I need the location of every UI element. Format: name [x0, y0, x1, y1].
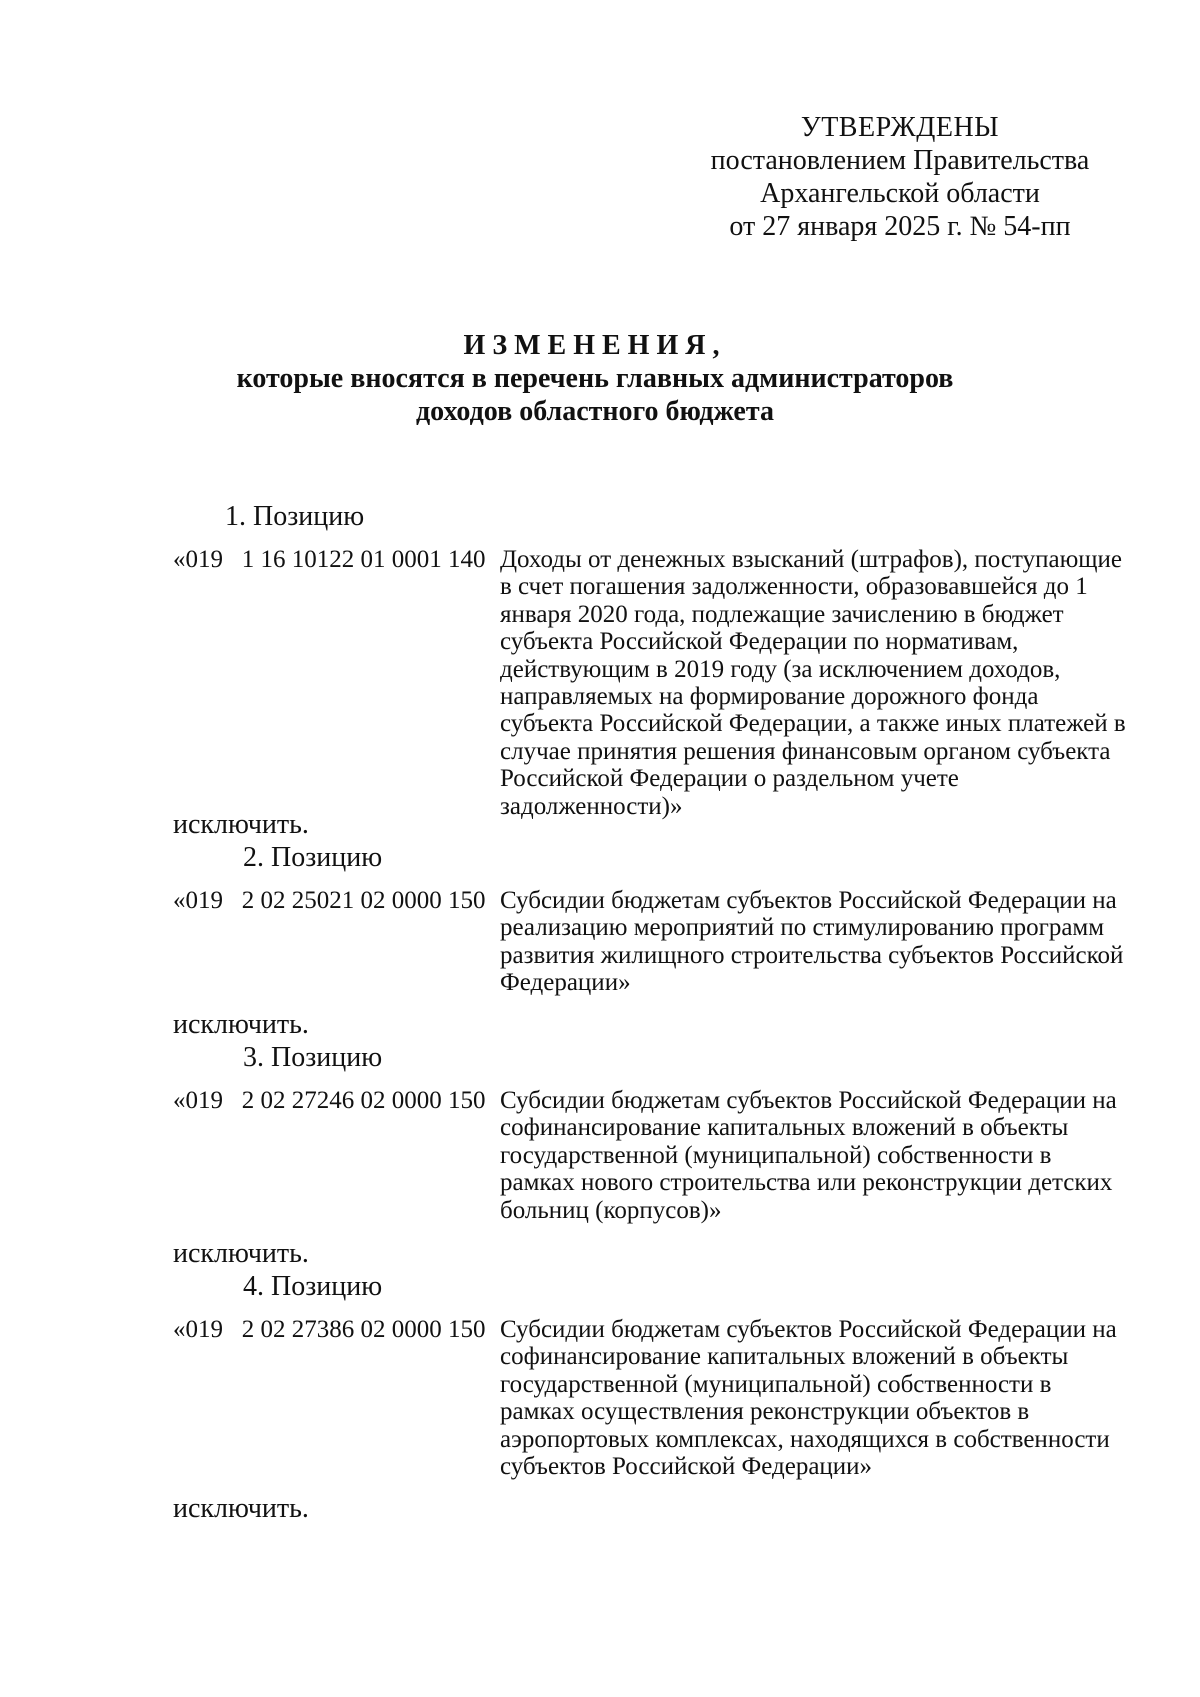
entry-3-label: 3. Позицию [243, 1042, 383, 1073]
title-line-3: доходов областного бюджета [416, 396, 774, 427]
entry-2-code: «019 2 02 25021 02 0000 150 [173, 887, 486, 914]
entry-2-action: исключить. [173, 1009, 309, 1040]
entry-1-description: Доходы от денежных взысканий (штрафов), поступающие в счет погашения задолженности, образовавшейся до 1 января 2020 года, подлежащие зачислению в бюджет субъекта Российской Федерации по нормативам, действующим в 2019 году (за исключением доходов, направляемых на формирование дорожного фонда субъекта Российской Федерации, а также иных платежей в случае принятия решения финансовым органом субъекта Российской Федерации о раздельном учете задолженности)» [500, 546, 1126, 820]
entry-3-description: Субсидии бюджетам субъектов Российской Федерации на софинансирование капитальных вложений в объекты государственной (муниципальной) собственности в рамках нового строительства или реконструкции детских больниц (корпусов)» [500, 1087, 1117, 1224]
approval-stamp [690, 111, 1110, 243]
entry-4-action: исключить. [173, 1493, 309, 1524]
entry-2-description: Субсидии бюджетам субъектов Российской Федерации на реализацию мероприятий по стимулированию программ развития жилищного строительства субъектов Российской Федерации» [500, 887, 1124, 997]
entry-1-action: исключить. [173, 809, 309, 840]
approval-line-1: УТВЕРЖДЕНЫ [800, 112, 1000, 143]
entry-1-code: «019 1 16 10122 01 0001 140 [173, 546, 486, 573]
document-title [160, 329, 1030, 428]
approval-line-4: от 27 января 2025 г. № 54-пп [729, 211, 1071, 242]
approval-line-2: постановлением Правительства [710, 145, 1090, 176]
entry-1-label: 1. Позицию [225, 501, 365, 532]
title-line-2: которые вносятся в перечень главных администраторов [236, 363, 954, 394]
entry-4-label: 4. Позицию [243, 1271, 383, 1302]
entry-2-label: 2. Позицию [243, 842, 383, 873]
entry-4-description: Субсидии бюджетам субъектов Российской Федерации на софинансирование капитальных вложений в объекты государственной (муниципальной) собственности в рамках осуществления реконструкции объектов в аэропортовых комплексах, находящихся в собственности субъектов Российской Федерации» [500, 1316, 1117, 1481]
entry-3-code: «019 2 02 27246 02 0000 150 [173, 1087, 486, 1114]
entry-3-action: исключить. [173, 1238, 309, 1269]
entry-4-code: «019 2 02 27386 02 0000 150 [173, 1316, 486, 1343]
title-heading: ИЗМЕНЕНИЯ, [463, 330, 727, 361]
approval-line-3: Архангельской области [760, 178, 1040, 209]
